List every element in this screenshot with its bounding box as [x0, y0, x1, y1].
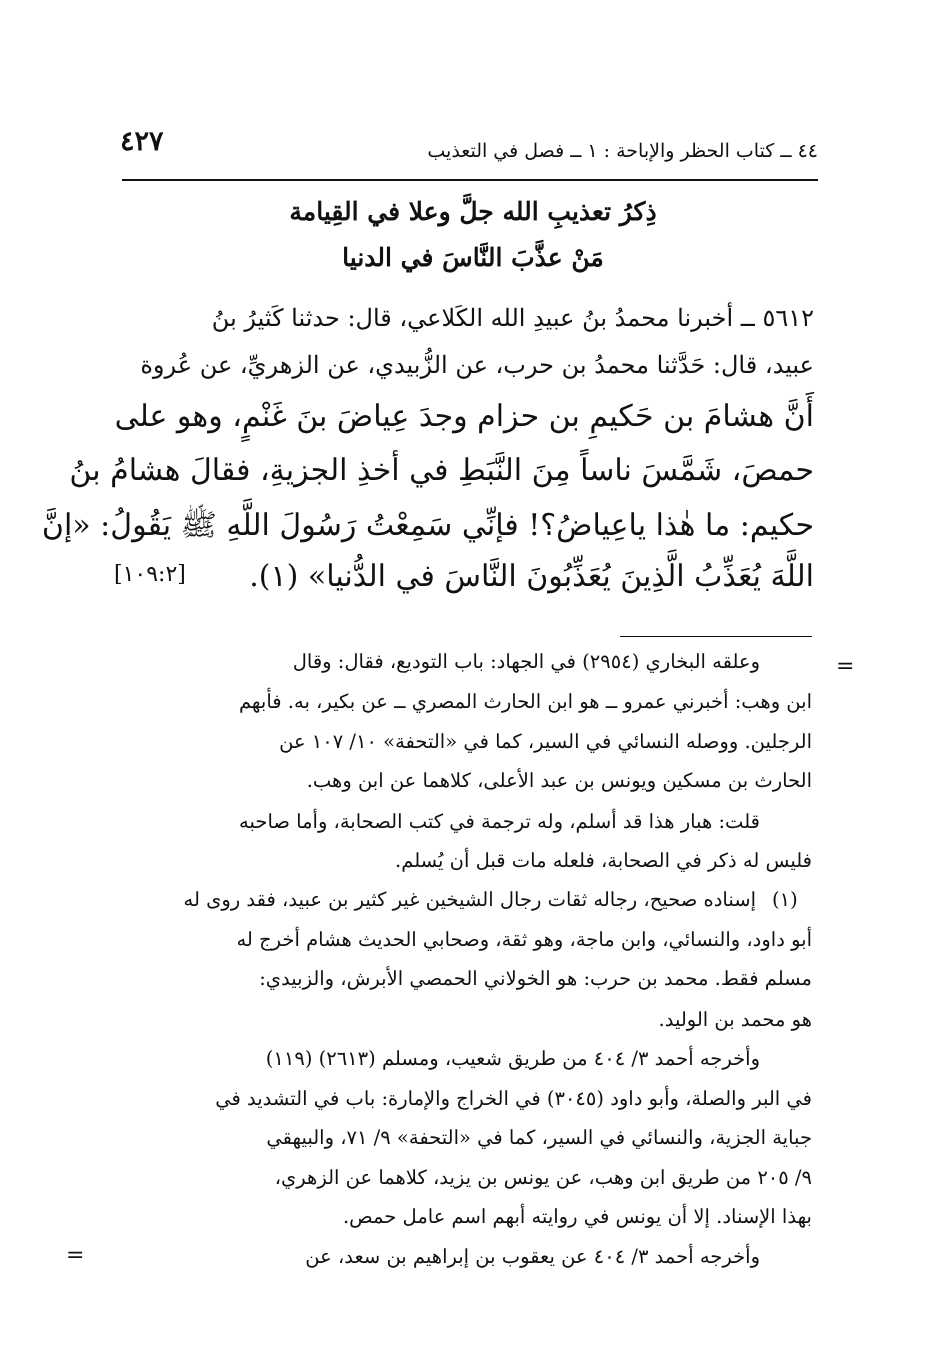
footnote-line: ابن وهب: أخبرني عمرو ــ هو ابن الحارث المصري ــ عن بكير، به. فأبهم: [238, 690, 812, 713]
continuation-mark: =: [836, 654, 855, 679]
footnote-line: وأخرجه أحمد ٣/ ٤٠٤ من طريق شعيب، ومسلم (٢٦١٣) (١١٩): [265, 1047, 760, 1070]
footnote-line: ٩/ ٢٠٥ من طريق ابن وهب، عن يونس بن يزيد، كلاهما عن الزهري،: [274, 1166, 812, 1189]
footnote-line: فليس له ذكر في الصحابة، فلعله مات قبل أن يُسلم.: [395, 849, 812, 872]
chapter-title: ذِكرُ تعذيبِ الله جلَّ وعلا في القِيامة: [289, 197, 657, 226]
hadith-line: حكيم: ما هٰذا ياعِياضُ؟! فإنِّي سَمِعْتُ رَسُولَ اللَّهِ ﷺ يَقُولُ: «إنَّ: [41, 508, 814, 543]
footnote-line: في البر والصلة، وأبو داود (٣٠٤٥) في الخراج والإمارة: باب في التشديد في: [215, 1087, 812, 1110]
footnote-line: هو محمد بن الوليد.: [658, 1008, 812, 1031]
footnote-line: وعلقه البخاري (٢٩٥٤) في الجهاد: باب التوديع، فقال: وقال: [292, 650, 760, 673]
footnote-line: الحارث بن مسكين ويونس بن عبد الأعلى، كلاهما عن ابن وهب.: [306, 769, 812, 792]
footnote-number: (١): [772, 888, 798, 911]
hadith-line: أَنَّ هشامَ بن حَكيمِ بن حزام وجدَ عِياضَ بنَ غَنْمٍ، وهو على: [114, 399, 814, 434]
footnote-line: مسلم فقط. محمد بن حرب: هو الخولاني الحمصي الأبرش، والزبيدي:: [259, 967, 812, 990]
footnote-line: الرجلين. ووصله النسائي في السير، كما في «التحفة» ١٠/ ١٠٧ عن: [279, 730, 812, 753]
footnote-line: وأخرجه أحمد ٣/ ٤٠٤ عن يعقوب بن إبراهيم بن سعد، عن: [305, 1245, 760, 1268]
running-head: ٤٤ ــ كتاب الحظر والإباحة : ١ ــ فصل في التعذيب: [427, 140, 818, 162]
hadith-line: ٥٦١٢ ــ أخبرنا محمدُ بنُ عبيدِ الله الكَلاعي، قال: حدثنا كَثيرُ بنُ: [211, 304, 814, 332]
footnote-separator: [620, 636, 812, 637]
volume-reference: [١٠٩:٢]: [114, 562, 186, 587]
footnote-line: بهذا الإسناد. إلا أن يونس في روايته أبهم اسم عامل حمص.: [342, 1205, 812, 1228]
hadith-line: اللَّهَ يُعَذِّبُ الَّذِينَ يُعَذِّبُونَ النَّاسَ في الدُّنيا» (١).: [249, 559, 814, 594]
hadith-line: حمصَ، شَمَّسَ ناساً مِنَ النَّبَطِ في أخذِ الجزيةِ، فقالَ هشامُ بنُ: [69, 453, 814, 488]
header-rule: [122, 179, 818, 181]
hadith-line: عبيد، قال: حَدَّثنا محمدُ بن حرب، عن الزُّبيدي، عن الزهريِّ، عن عُروة: [140, 351, 814, 379]
footnote-line: قلت: هبار هذا قد أسلم، وله ترجمة في كتب الصحابة، وأما صاحبه: [239, 810, 760, 833]
footnote-line: إسناده صحيح، رجاله ثقات رجال الشيخين غير كثير بن عبيد، فقد روى له: [183, 888, 756, 911]
continuation-mark: =: [66, 1243, 85, 1268]
page-number: ٤٢٧: [120, 126, 164, 157]
footnote-line: أبو داود، والنسائي، وابن ماجة، وهو ثقة، وصحابي الحديث هشام أخرج له: [236, 928, 812, 951]
chapter-subtitle: مَنْ عذَّبَ النَّاسَ في الدنيا: [342, 243, 604, 272]
footnote-line: جباية الجزية، والنسائي في السير، كما في «التحفة» ٩/ ٧١، والبيهقي: [266, 1126, 812, 1149]
